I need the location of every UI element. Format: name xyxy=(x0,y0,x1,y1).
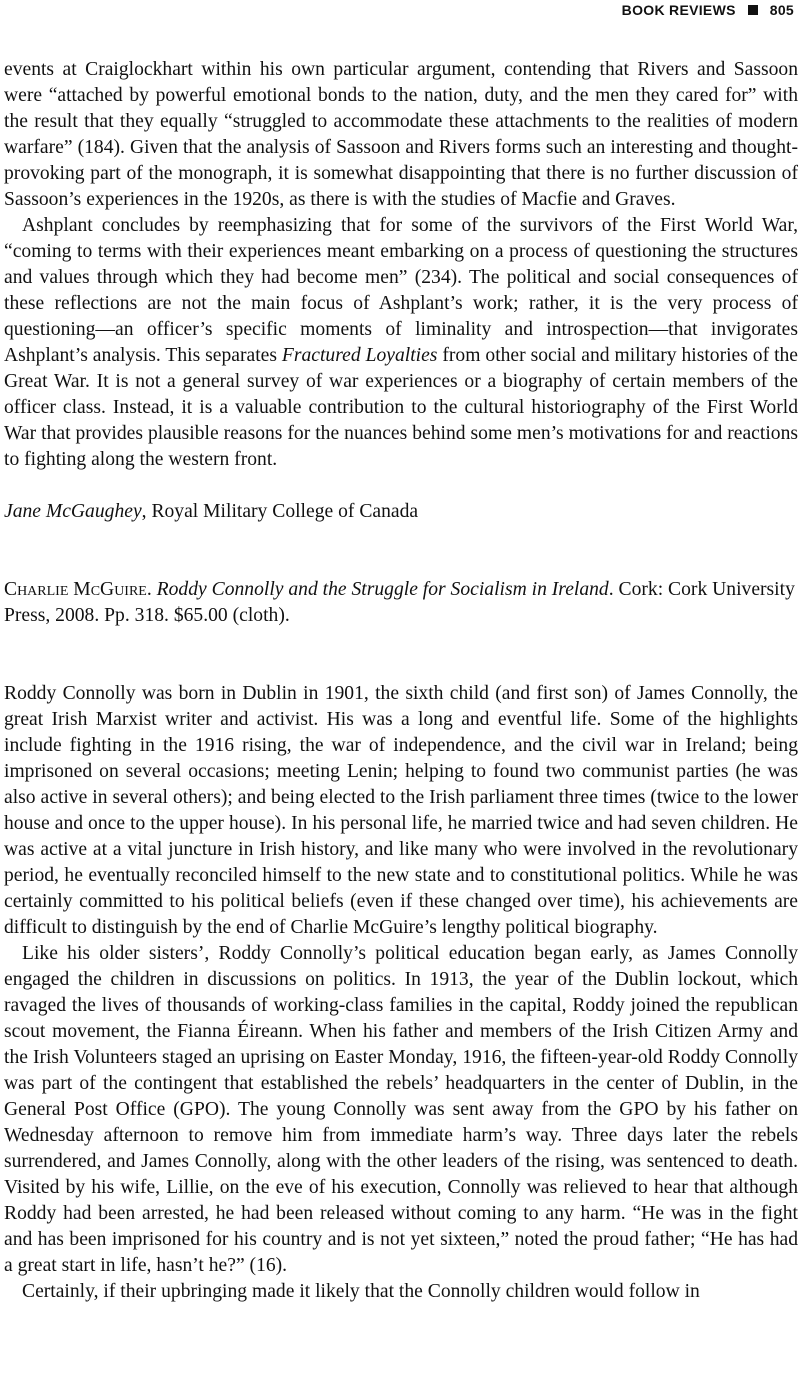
paragraph: Like his older sisters’, Roddy Connolly’s political education began early, as James Connolly engaged the children in discussions on politics. In 1913, the year of the Dublin lockout, which ravaged the lives of thousands of working-class families in the capital, Roddy joined the republican scout movement, the Fianna Éireann. When his father and members of the Irish Citizen Army and the Irish Volunteers staged an uprising on Easter Monday, 1916, the fifteen-year-old Roddy Connolly was part of the contingent that established the rebels’ headquarters in the center of Dublin, in the General Post Office (GPO). The young Connolly was sent away from the GPO by his father on Wednesday afternoon to remove him from immediate harm’s way. Three days later the rebels surrendered, and James Connolly, along with the other leaders of the rising, was sentenced to death. Visited by his wife, Lillie, on the eve of his execution, Connolly was relieved to hear that although Roddy had been arrested, he had been released without coming to any harm. “He was in the fight and has been imprisoned for his country and is not yet sixteen,” noted the proud father; “He has had a great start in life, hasn’t he?” (16). xyxy=(4,943,798,1276)
page-number: 805 xyxy=(769,2,794,18)
paragraph xyxy=(4,213,798,473)
review-citation: Charlie McGuire. Roddy Connolly and the Struggle for Socialism in Ireland. Cork: Cork University Press, 2008. Pp. 318. $65.00 (cloth). xyxy=(4,579,795,626)
text-run: from other social and military histories of the Great War. It is not a general survey of war experiences or a biography of certain members of the officer class. Instead, it is a valuable contribution to the cultural historiography of the First World War that provides plausible reasons for the nuances behind some men’s motivations for and reactions to fighting along the western front. xyxy=(4,345,799,470)
paragraph: events at Craiglockhart within his own particular argument, contending that Rivers and Sassoon were “attached by powerful emotional bonds to the nation, duty, and the men they cared for” with the result that they equally “struggled to accommodate these attachments to the realities of modern warfare” (184). Given that the analysis of Sassoon and Rivers forms such an interesting and thought-provoking part of the monograph, it is somewhat disappointing that there is no further discussion of Sassoon’s experiences in the 1920s, as there is with the studies of Macfie and Graves. xyxy=(4,59,798,210)
reviewer-name: Jane McGaughey xyxy=(4,501,142,522)
section-title: BOOK REVIEWS xyxy=(621,2,736,18)
book-author: Charlie McGuire xyxy=(4,579,147,600)
running-header xyxy=(622,0,800,20)
paragraph: Certainly, if their upbringing made it likely that the Connolly children would follow in xyxy=(22,1281,700,1302)
text-run: Ashplant concludes by reemphasizing that for some of the survivors of the First World War, “coming to terms with their experiences meant embarking on a process of questioning the structures and values through which they had become men” (234). The political and social consequences of these reflections are not the main focus of Ashplant’s work; rather, it is the very process of questioning—an officer’s specific moments of liminality and introspection—that invigorates Ashplant’s analysis. This separates xyxy=(4,215,798,366)
article-body xyxy=(4,57,798,1305)
publication-info: Cork: Cork University Press, 2008. Pp. 318. $65.00 (cloth). xyxy=(4,579,795,626)
square-separator-icon xyxy=(748,5,758,15)
paragraph: Roddy Connolly was born in Dublin in 1901, the sixth child (and first son) of James Connolly, the great Irish Marxist writer and activist. His was a long and eventful life. Some of the highlights include fighting in the 1916 rising, the war of independence, and the civil war in Ireland; being imprisoned on several occasions; meeting Lenin; helping to found two communist parties (he was also active in several others); and being elected to the Irish parliament three times (twice to the lower house and once to the upper house). In his personal life, he married twice and had seven children. He was active at a vital juncture in Irish history, and like many who were involved in the revolutionary period, he eventually reconciled himself to the new state and to constitutional politics. While he was certainly committed to his political beliefs (even if these changed over time), his achievements are difficult to distinguish by the end of Charlie McGuire’s lengthy political biography. xyxy=(4,683,798,938)
reviewer-signature xyxy=(4,499,798,525)
book-title-italic: Fractured Loyalties xyxy=(281,345,438,366)
book-title: Roddy Connolly and the Struggle for Socialism in Ireland xyxy=(156,579,609,600)
reviewer-affiliation: , Royal Military College of Canada xyxy=(141,501,419,522)
